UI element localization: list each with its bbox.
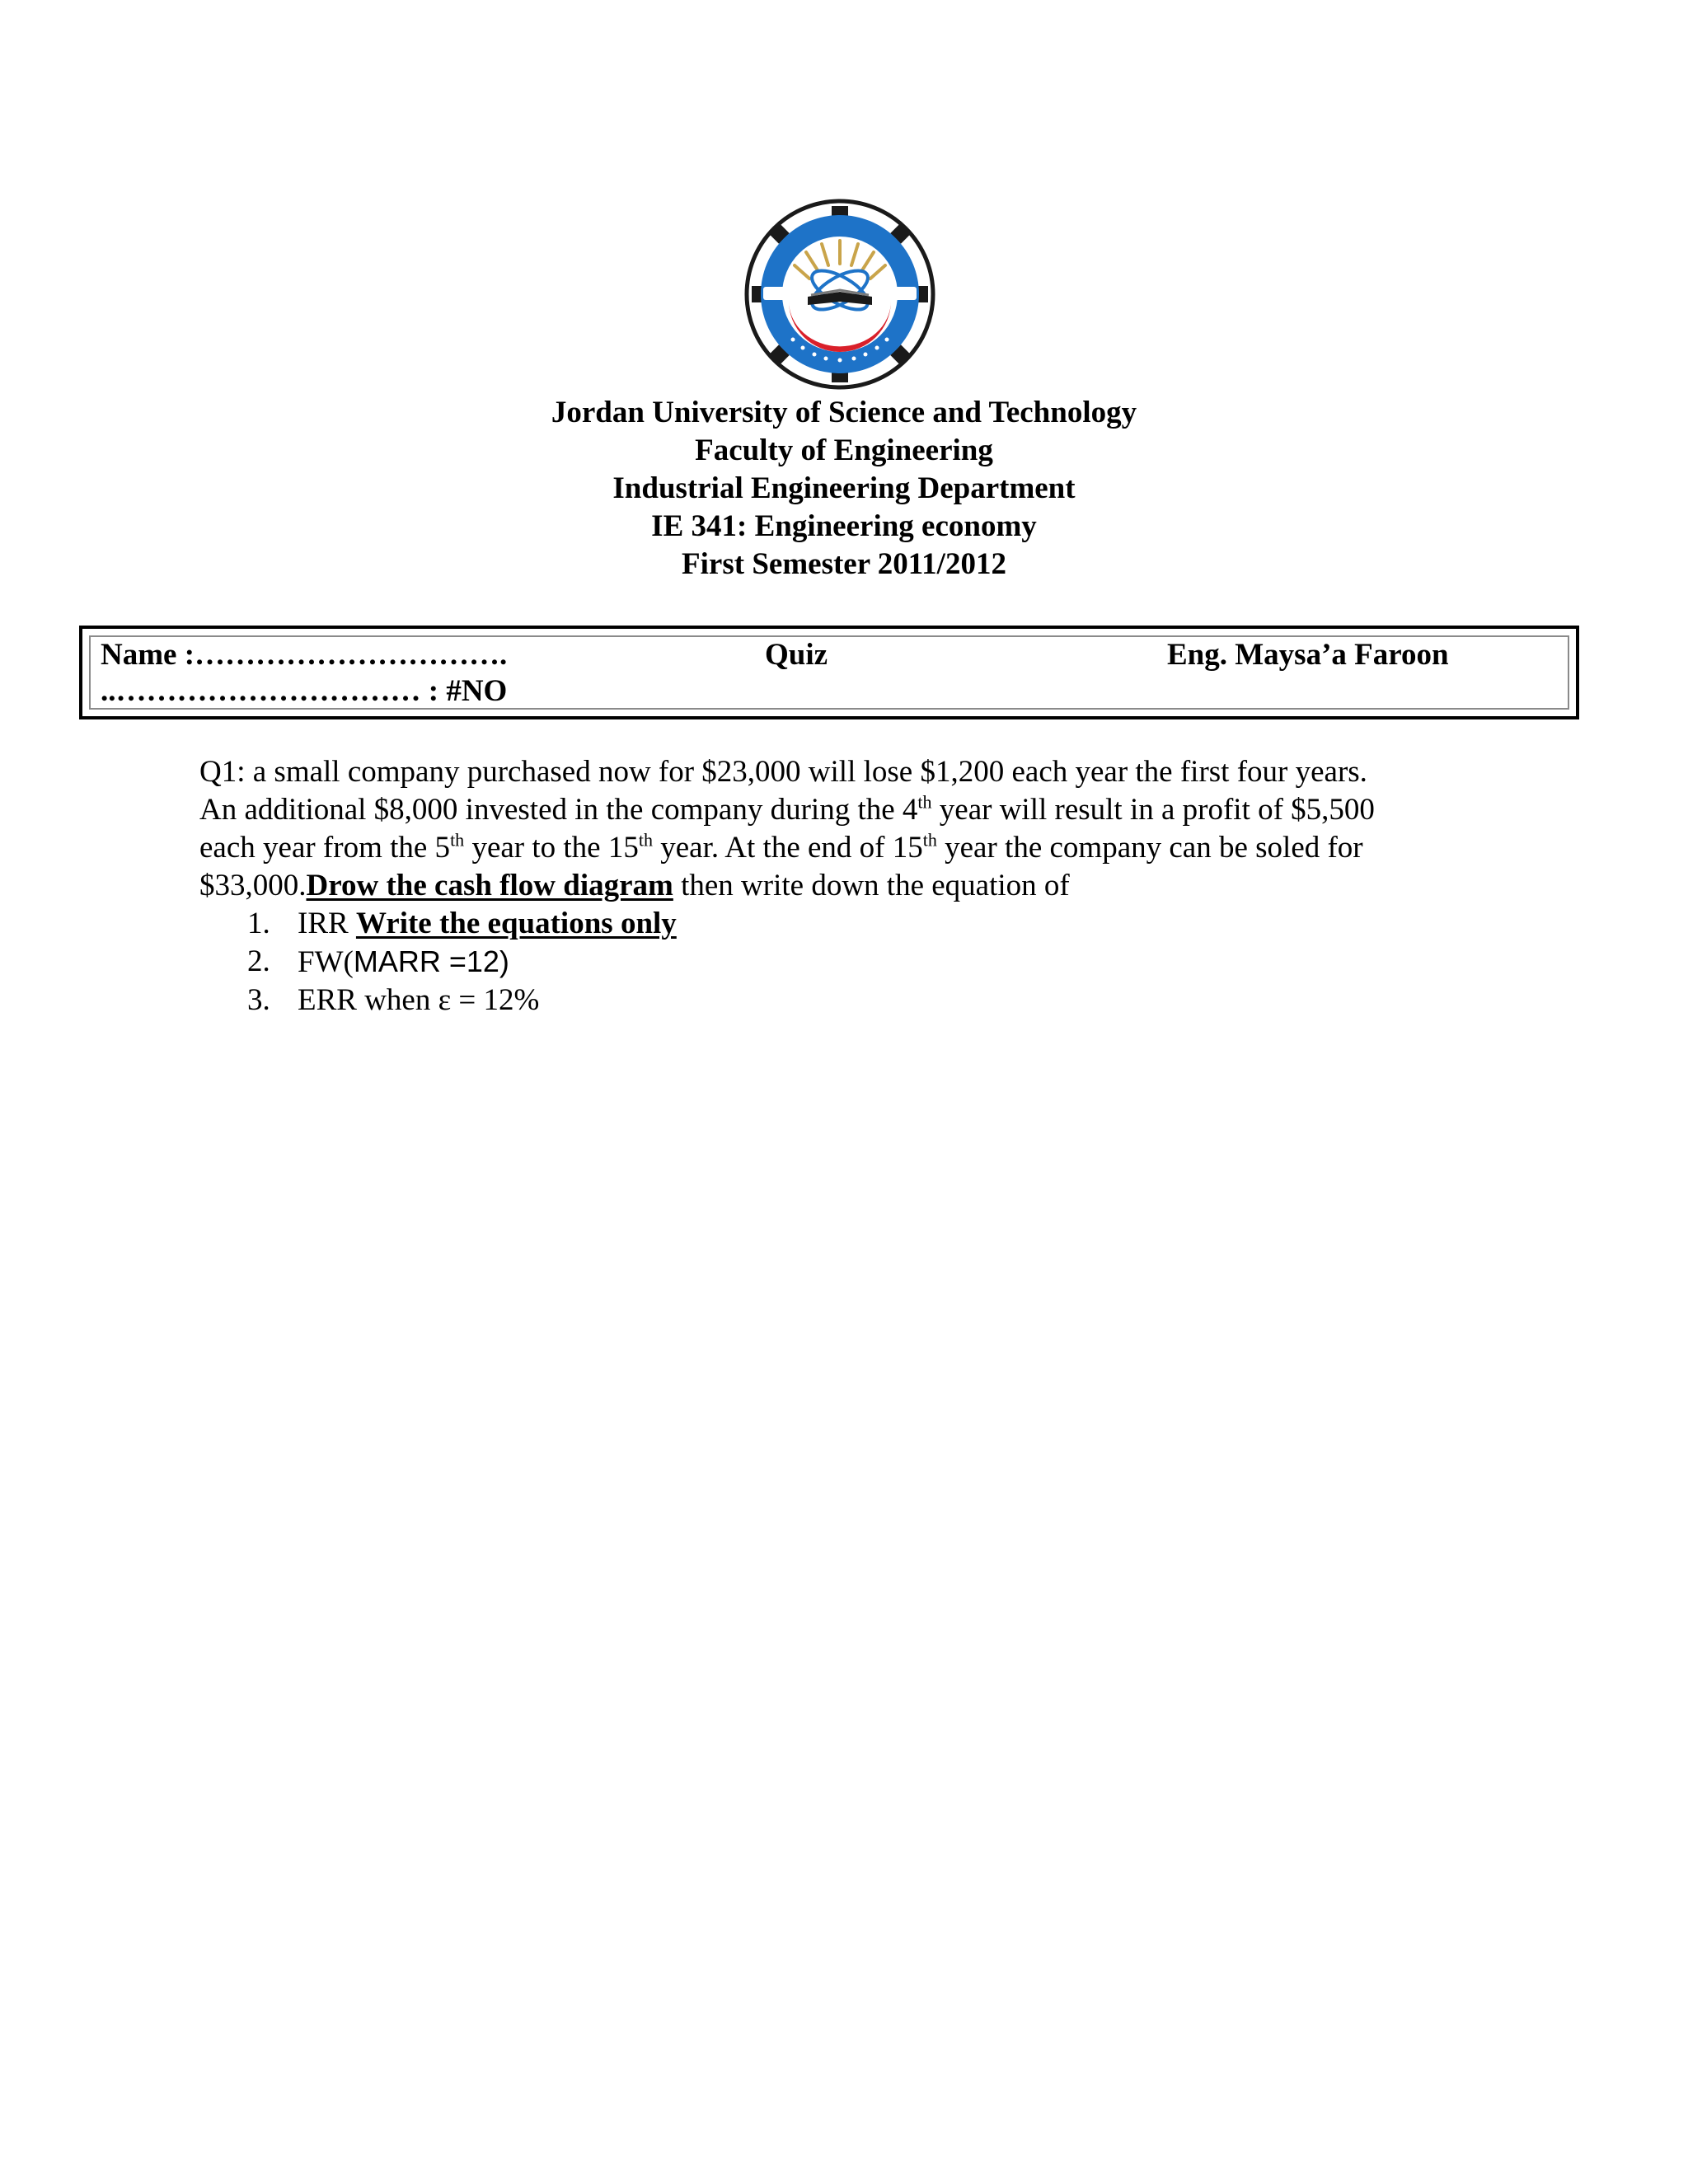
instruction-emphasis: Drow the cash flow diagram xyxy=(306,869,673,902)
question-line-4: $33,000.Drow the cash flow diagram then write down the equation of xyxy=(199,869,1070,902)
instructor-name: Eng. Maysa’a Faroon xyxy=(1167,638,1449,672)
semester-label: First Semester 2011/2012 xyxy=(682,547,1006,581)
document-header xyxy=(0,394,1688,583)
university-name: Jordan University of Science and Technology xyxy=(551,396,1137,429)
quiz-label: Quiz xyxy=(765,638,828,672)
course-title: IE 341: Engineering economy xyxy=(651,509,1037,543)
list-item: 1. IRR Write the equations only xyxy=(247,907,677,940)
university-seal-icon xyxy=(743,198,936,391)
student-name-field[interactable]: Name :…………………………. xyxy=(101,638,508,672)
student-number-field[interactable]: ..………………………… : #NO xyxy=(101,674,508,708)
question-line-3: each year from the 5th year to the 15th year. At the end of 15th year the company can be soled for xyxy=(199,829,1363,865)
question-line-2: An additional $8,000 invested in the company during the 4th year will result in a profit of $5,500 xyxy=(199,791,1375,827)
department-name: Industrial Engineering Department xyxy=(612,471,1076,505)
instruction-emphasis: Write the equations only xyxy=(355,907,677,940)
faculty-name: Faculty of Engineering xyxy=(695,434,993,467)
question-line-1: Q1: a small company purchased now for $23,000 will lose $1,200 each year the first four years. xyxy=(199,755,1367,789)
question-items-list xyxy=(199,905,1535,1019)
question-1 xyxy=(199,753,1535,1019)
student-info-box xyxy=(79,626,1579,719)
list-item: 3. ERR when ε = 12% xyxy=(247,983,540,1017)
list-item: 2. FW(MARR =12) xyxy=(247,944,509,979)
